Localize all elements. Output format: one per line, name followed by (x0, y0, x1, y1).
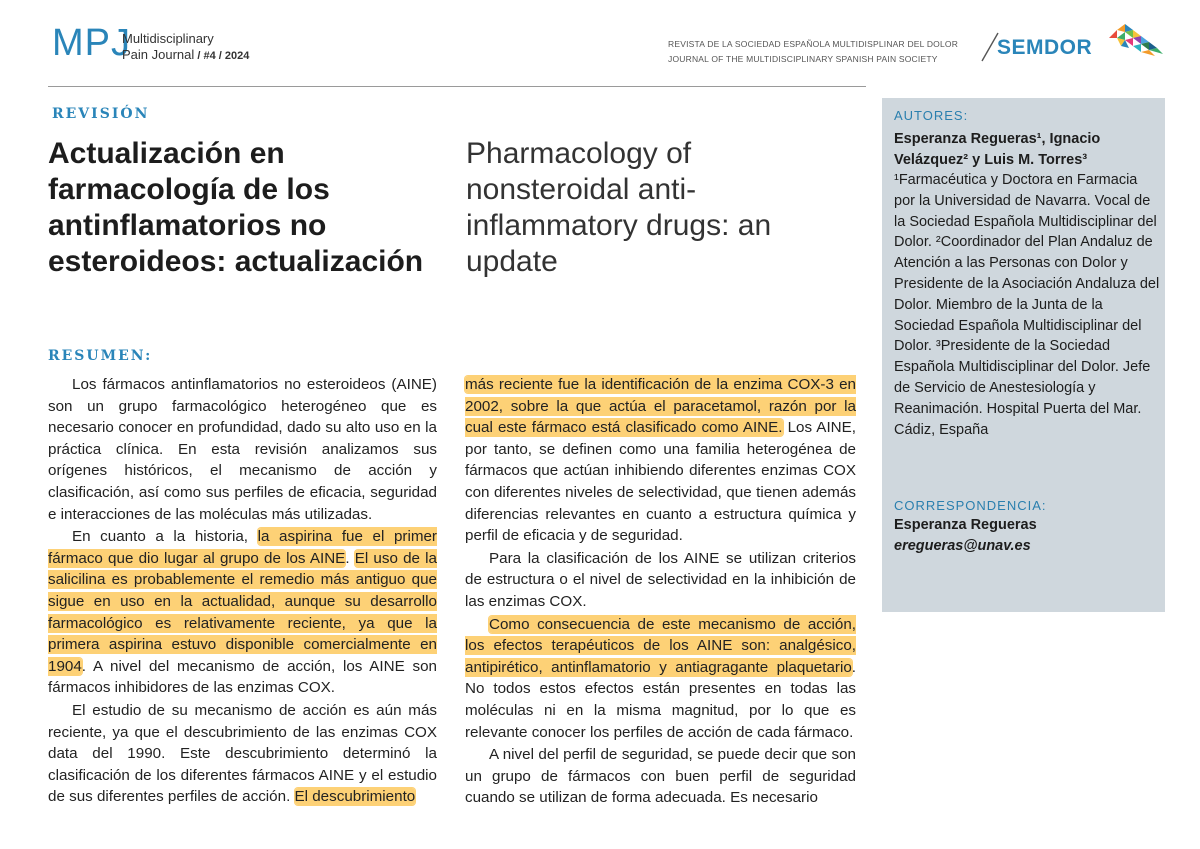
abstract-paragraph-6: A nivel del perfil de seguridad, se puede decir que son un grupo de fármacos con buen perfil de seguridad cuando se utilizan de forma adecuada. Es necesario (465, 746, 856, 807)
abstract-paragraph-4: Para la clasificación de los AINE se utilizan criterios de estructura o el nivel de selectividad en la inhibición de las enzimas COX. (465, 549, 856, 610)
journal-logo: MPJ (52, 22, 131, 64)
abstract-column-1 (48, 374, 437, 809)
abstract-paragraph-2: En cuanto a la historia, la aspirina fue el primer fármaco que dio lugar al grupo de los AINE. El uso de la salicilina es probablemente el remedio más antiguo que sigue en uso en la actualidad, aunque su desarrollo farmacológico es relativamente reciente, ya que la primera aspirina estuvo disponible comercialmente en 1904. A nivel del mecanismo de acción, los AINE son fármacos inhibidores de las enzimas COX. (48, 528, 437, 697)
abstract-paragraph-1: Los fármacos antinflamatorios no esteroideos (AINE) son un grupo farmacológico heterogéneo que es necesario conocer en profundidad, dado su alto uso en la práctica clínica. En esta revisión analizamos sus orígenes históricos, el mecanismo de acción y clasificación, así como sus perfiles de eficacia, seguridad e interacciones de las moléculas más utilizadas. (48, 376, 437, 523)
society-description-es: REVISTA DE LA SOCIEDAD ESPAÑOLA MULTIDISPLINAR DEL DOLOR (668, 39, 959, 49)
journal-name-line2: Pain Journal (122, 47, 195, 62)
highlight: El uso de la salicilina es probablemente el remedio más antiguo que sigue en uso en la actualidad, aunque su desarrollo farmacológico es relativamente reciente, ya que la primera aspirina estuvo disponible comercialmente en 1904 (48, 549, 437, 675)
society-logo-icon (1095, 22, 1165, 64)
highlight: El descubrimiento (294, 788, 416, 806)
society-description (668, 37, 958, 67)
correspondence-name: Esperanza Regueras (894, 517, 1037, 533)
society-description-en: JOURNAL OF THE MULTIDISCIPLINARY SPANISH PAIN SOCIETY (668, 54, 938, 64)
authors-sidebar (882, 98, 1165, 612)
abstract-column-2 (465, 374, 856, 810)
journal-name-line1: Multidisciplinary (122, 31, 214, 46)
section-label: REVISIÓN (52, 106, 150, 122)
header-divider (48, 86, 866, 87)
author-affiliations: ¹Farmacéutica y Doctora en Farmacia por la Universidad de Navarra. Vocal de la Sociedad Española Multidisciplinar del Dolor. ²Coordinador del Plan Andaluz de Atención a las Personas con Dolor y Presidente de la Asociación Andaluza del Dolor. Miembro de la Junta de la Sociedad Española Multidisciplinar del Dolor. ³Presidente de la Sociedad Española Multidisciplinar del Dolor. Jefe de Servicio de Anestesiología y Reanimación. Hospital Puerta del Mar. Cádiz, España (894, 172, 1160, 438)
author-names: Esperanza Regueras¹, Ignacio Velázquez² y Luis M. Torres³ (894, 131, 1101, 168)
highlight: la aspirina fue el primer fármaco que dio lugar al grupo de los AINE (48, 528, 437, 567)
article-title-english: Pharmacology of nonsteroidal anti-inflammatory drugs: an update (466, 137, 772, 278)
abstract-paragraph-3: El estudio de su mecanismo de acción es aún más reciente, ya que el descubrimiento de las enzimas COX data del 1990. Este descubrimiento determinó la clasificación de los diferentes fármacos AINE y el estudio de sus diferentes perfiles de acción. El descubrimiento (48, 701, 437, 806)
abstract-label: RESUMEN: (48, 348, 153, 364)
correspondence-label: CORRESPONDENCIA: (894, 498, 1047, 513)
article-title-spanish: Actualización en farmacología de los antinflamatorios no esteroideos: actualización (48, 137, 424, 278)
abstract-paragraph-5: Como consecuencia de este mecanismo de acción, los efectos terapéuticos de los AINE son: analgésico, antipirético, antinflamatorio y antiagragante plaquetario. No todos estos efectos están presentes en todas las moléculas ni en la misma magnitud, por lo que es relevante conocer los perfiles de acción de cada fármaco. (465, 615, 856, 741)
correspondence-email[interactable]: eregueras@unav.es (894, 538, 1031, 554)
highlight: más reciente fue la identificación de la enzima COX-3 en 2002, sobre la que actúa el paracetamol, razón por la cual este fármaco está clasificado como AINE. (465, 376, 856, 437)
abstract-paragraph-3-continued: más reciente fue la identificación de la enzima COX-3 en 2002, sobre la que actúa el paracetamol, razón por la cual este fármaco está clasificado como AINE. Los AINE, por tanto, se definen como una familia heterogénea de fármacos que actúan inhibiendo diferentes enzimas COX con diferentes niveles de selectividad, que tienen además diferencias relevantes en cuanto a estructura química y perfil de eficacia y de seguridad. (465, 376, 856, 545)
society-name: SEMDOR (997, 36, 1093, 59)
issue-number: / #4 / 2024 (194, 50, 250, 62)
highlight: Como consecuencia de este mecanismo de acción, los efectos terapéuticos de los AINE son: analgésico, antipirético, antinflamatorio y antiagragante plaquetario (465, 615, 856, 676)
authors-label: AUTORES: (894, 108, 969, 123)
journal-name (122, 31, 249, 64)
